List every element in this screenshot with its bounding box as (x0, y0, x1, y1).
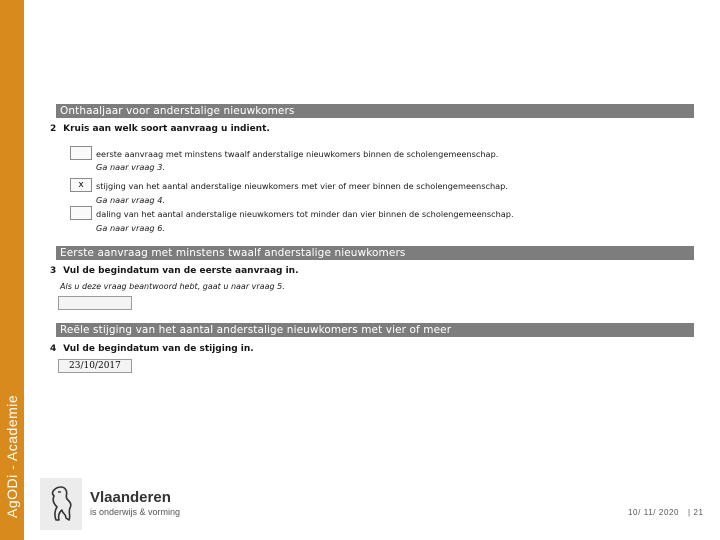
sidebar (0, 0, 24, 540)
sidebar-label: AgODi - Academie (4, 394, 20, 518)
question-label: Vul de begindatum van de stijging in. (63, 344, 254, 354)
question-number: 2 (50, 124, 57, 134)
option-goto: Ga naar vraag 4. (96, 195, 166, 205)
question-4 (50, 344, 254, 354)
page-number: | 21 (688, 508, 704, 517)
option-checkbox-checked[interactable]: x (70, 178, 92, 192)
section-header: Onthaaljaar voor anderstalige nieuwkomers (56, 104, 694, 118)
option-label: daling van het aantal anderstalige nieuwkomers tot minder dan vier binnen de scholengemeenschap. (96, 209, 514, 219)
start-date-field[interactable] (58, 296, 132, 310)
option-checkbox[interactable] (70, 146, 92, 160)
option-goto: Ga naar vraag 6. (96, 223, 166, 233)
question-number: 3 (50, 266, 57, 276)
brand-name: Vlaanderen (90, 489, 171, 506)
question-label: Kruis aan welk soort aanvraag u indient. (63, 124, 270, 134)
question-label: Vul de begindatum van de eerste aanvraag in. (63, 266, 299, 276)
question-hint: Als u deze vraag beantwoord hebt, gaat u naar vraag 5. (60, 282, 285, 291)
option-label: eerste aanvraag met minstens twaalf anderstalige nieuwkomers binnen de scholengemeenschap. (96, 149, 499, 159)
option-label: stijging van het aantal anderstalige nieuwkomers met vier of meer binnen de scholengemeenschap. (96, 181, 508, 191)
question-2 (50, 124, 270, 134)
increase-date-field[interactable]: 23/10/2017 (58, 359, 132, 373)
section-header: Eerste aanvraag met minstens twaalf anderstalige nieuwkomers (56, 246, 694, 260)
question-3 (50, 266, 299, 276)
flanders-lion-icon (48, 484, 76, 524)
question-number: 4 (50, 344, 57, 354)
footer-date: 10/ 11/ 2020 (628, 508, 680, 517)
section-header: Reële stijging van het aantal anderstalige nieuwkomers met vier of meer (56, 323, 694, 337)
option-checkbox[interactable] (70, 206, 92, 220)
brand-tagline: is onderwijs & vorming (90, 507, 181, 517)
scanned-form (44, 100, 652, 392)
option-goto: Ga naar vraag 3. (96, 162, 166, 172)
